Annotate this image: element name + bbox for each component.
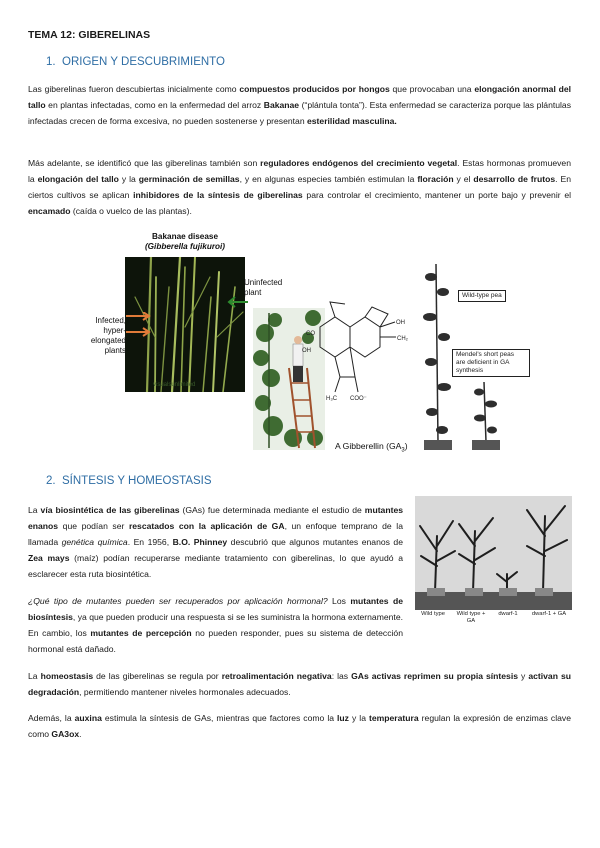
maize-labels [415, 611, 572, 627]
maize-photo [415, 496, 572, 610]
svg-text:OH: OH [396, 320, 405, 326]
section-title: ORIGEN Y DESCUBRIMIENTO [62, 56, 225, 68]
paragraph-origen-1: Las giberelinas fueron descubiertas inicialmente como compuestos producidos por hongos que provocaban una elongación anormal del tallo en plantas infectadas, como en la enfermedad del arroz Bakanae (“plántula tonta”). Esta enfermedad se caracteriza porque las plántulas infectadas crecen de forma excesiva, no pueden sostenerse y presentan esterilidad masculina. [28, 84, 572, 126]
paragraph-origen-2: Más adelante, se identificó que las giberelinas también son reguladores endógenos del crecimiento vegetal. Estas hormonas promueven la elongación del tallo y la germinación de semillas, y en algunas especies también estimulan la floración y el desarrollo de frutos. En ciertos cultivos se aplican inhibidores de la síntesis de giberelinas para controlar el crecimiento, mantener un porte bajo y prevenir el encamado (caída o vuelco de las plantas). [28, 158, 572, 216]
section-heading-sintesis [46, 475, 212, 487]
maize-label: dwarf-1 [498, 611, 518, 617]
maize-label: dwarf-1 + GA [531, 611, 567, 617]
section-heading-origen [46, 56, 225, 68]
svg-text:COO⁻: COO⁻ [350, 396, 367, 402]
svg-text:CH₂: CH₂ [397, 336, 408, 342]
uninfected-arrow [226, 296, 248, 308]
gibberellin-caption: A Gibberellin $(GA_3)$ [335, 441, 408, 454]
maize-label: Wild type + GA [456, 611, 486, 624]
section-number: 1. [46, 56, 56, 68]
infected-label: Infected, hyper- elongated plants [90, 316, 126, 355]
paragraph-sintesis-1: La vía biosintética de las giberelinas (GAs) fue determinada mediante el estudio de mutantes enanos que podían ser rescatados con la aplicación de GA, un enfoque temprano de la llamada genética química. En 1956, B.O. Phinney descubrió que algunos mutantes enanos de Zea mays (maíz) podían recuperarse mediante tratamiento con giberelinas, lo que ayudó a esclarecer esta ruta biosintética. [28, 505, 403, 579]
gibberellin-structure [300, 292, 410, 412]
section-title: SÍNTESIS Y HOMEOSTASIS [62, 475, 212, 487]
paragraph-homeostasis: La homeostasis de las giberelinas se regula por retroalimentación negativa: las GAs activas reprimen su propia síntesis y activan su degradación, permitiendo mantener niveles hormonales adecuados. [28, 671, 571, 697]
infected-arrows [124, 312, 154, 338]
wild-type-label: Wild-type pea [458, 290, 506, 302]
svg-text:H₃C: H₃C [326, 396, 338, 402]
mendel-label: Mendel's short peas are deficient in GA synthesis [452, 349, 530, 377]
svg-text:CO: CO [306, 331, 315, 337]
section-number: 2. [46, 475, 56, 487]
bakanae-title: Bakanae disease (Gibberella fujikuroi) [144, 232, 226, 251]
page-title: TEMA 12: GIBERELINAS [28, 29, 151, 41]
maize-mutants-image [415, 496, 572, 610]
uninfected-label: Uninfected plant [244, 278, 283, 297]
paragraph-sintesis-2: ¿Qué tipo de mutantes pueden ser recuperados por aplicación hormonal? Los mutantes de biosíntesis, ya que pueden producir una respuesta si se les suministra la hormona externamente. En cambio, los mutantes de percepción no pueden responder, pues su sistema de detección hormonal está dañado. [28, 596, 403, 654]
watermark: visualsunlimited [153, 382, 196, 388]
paragraph-auxina: Además, la auxina estimula la síntesis de GAs, mientras que factores como la luz y la temperatura regulan la expresión de enzimas clave como GA3ox. [28, 713, 571, 739]
maize-label: Wild type [421, 611, 445, 617]
svg-text:OH: OH [302, 348, 311, 354]
